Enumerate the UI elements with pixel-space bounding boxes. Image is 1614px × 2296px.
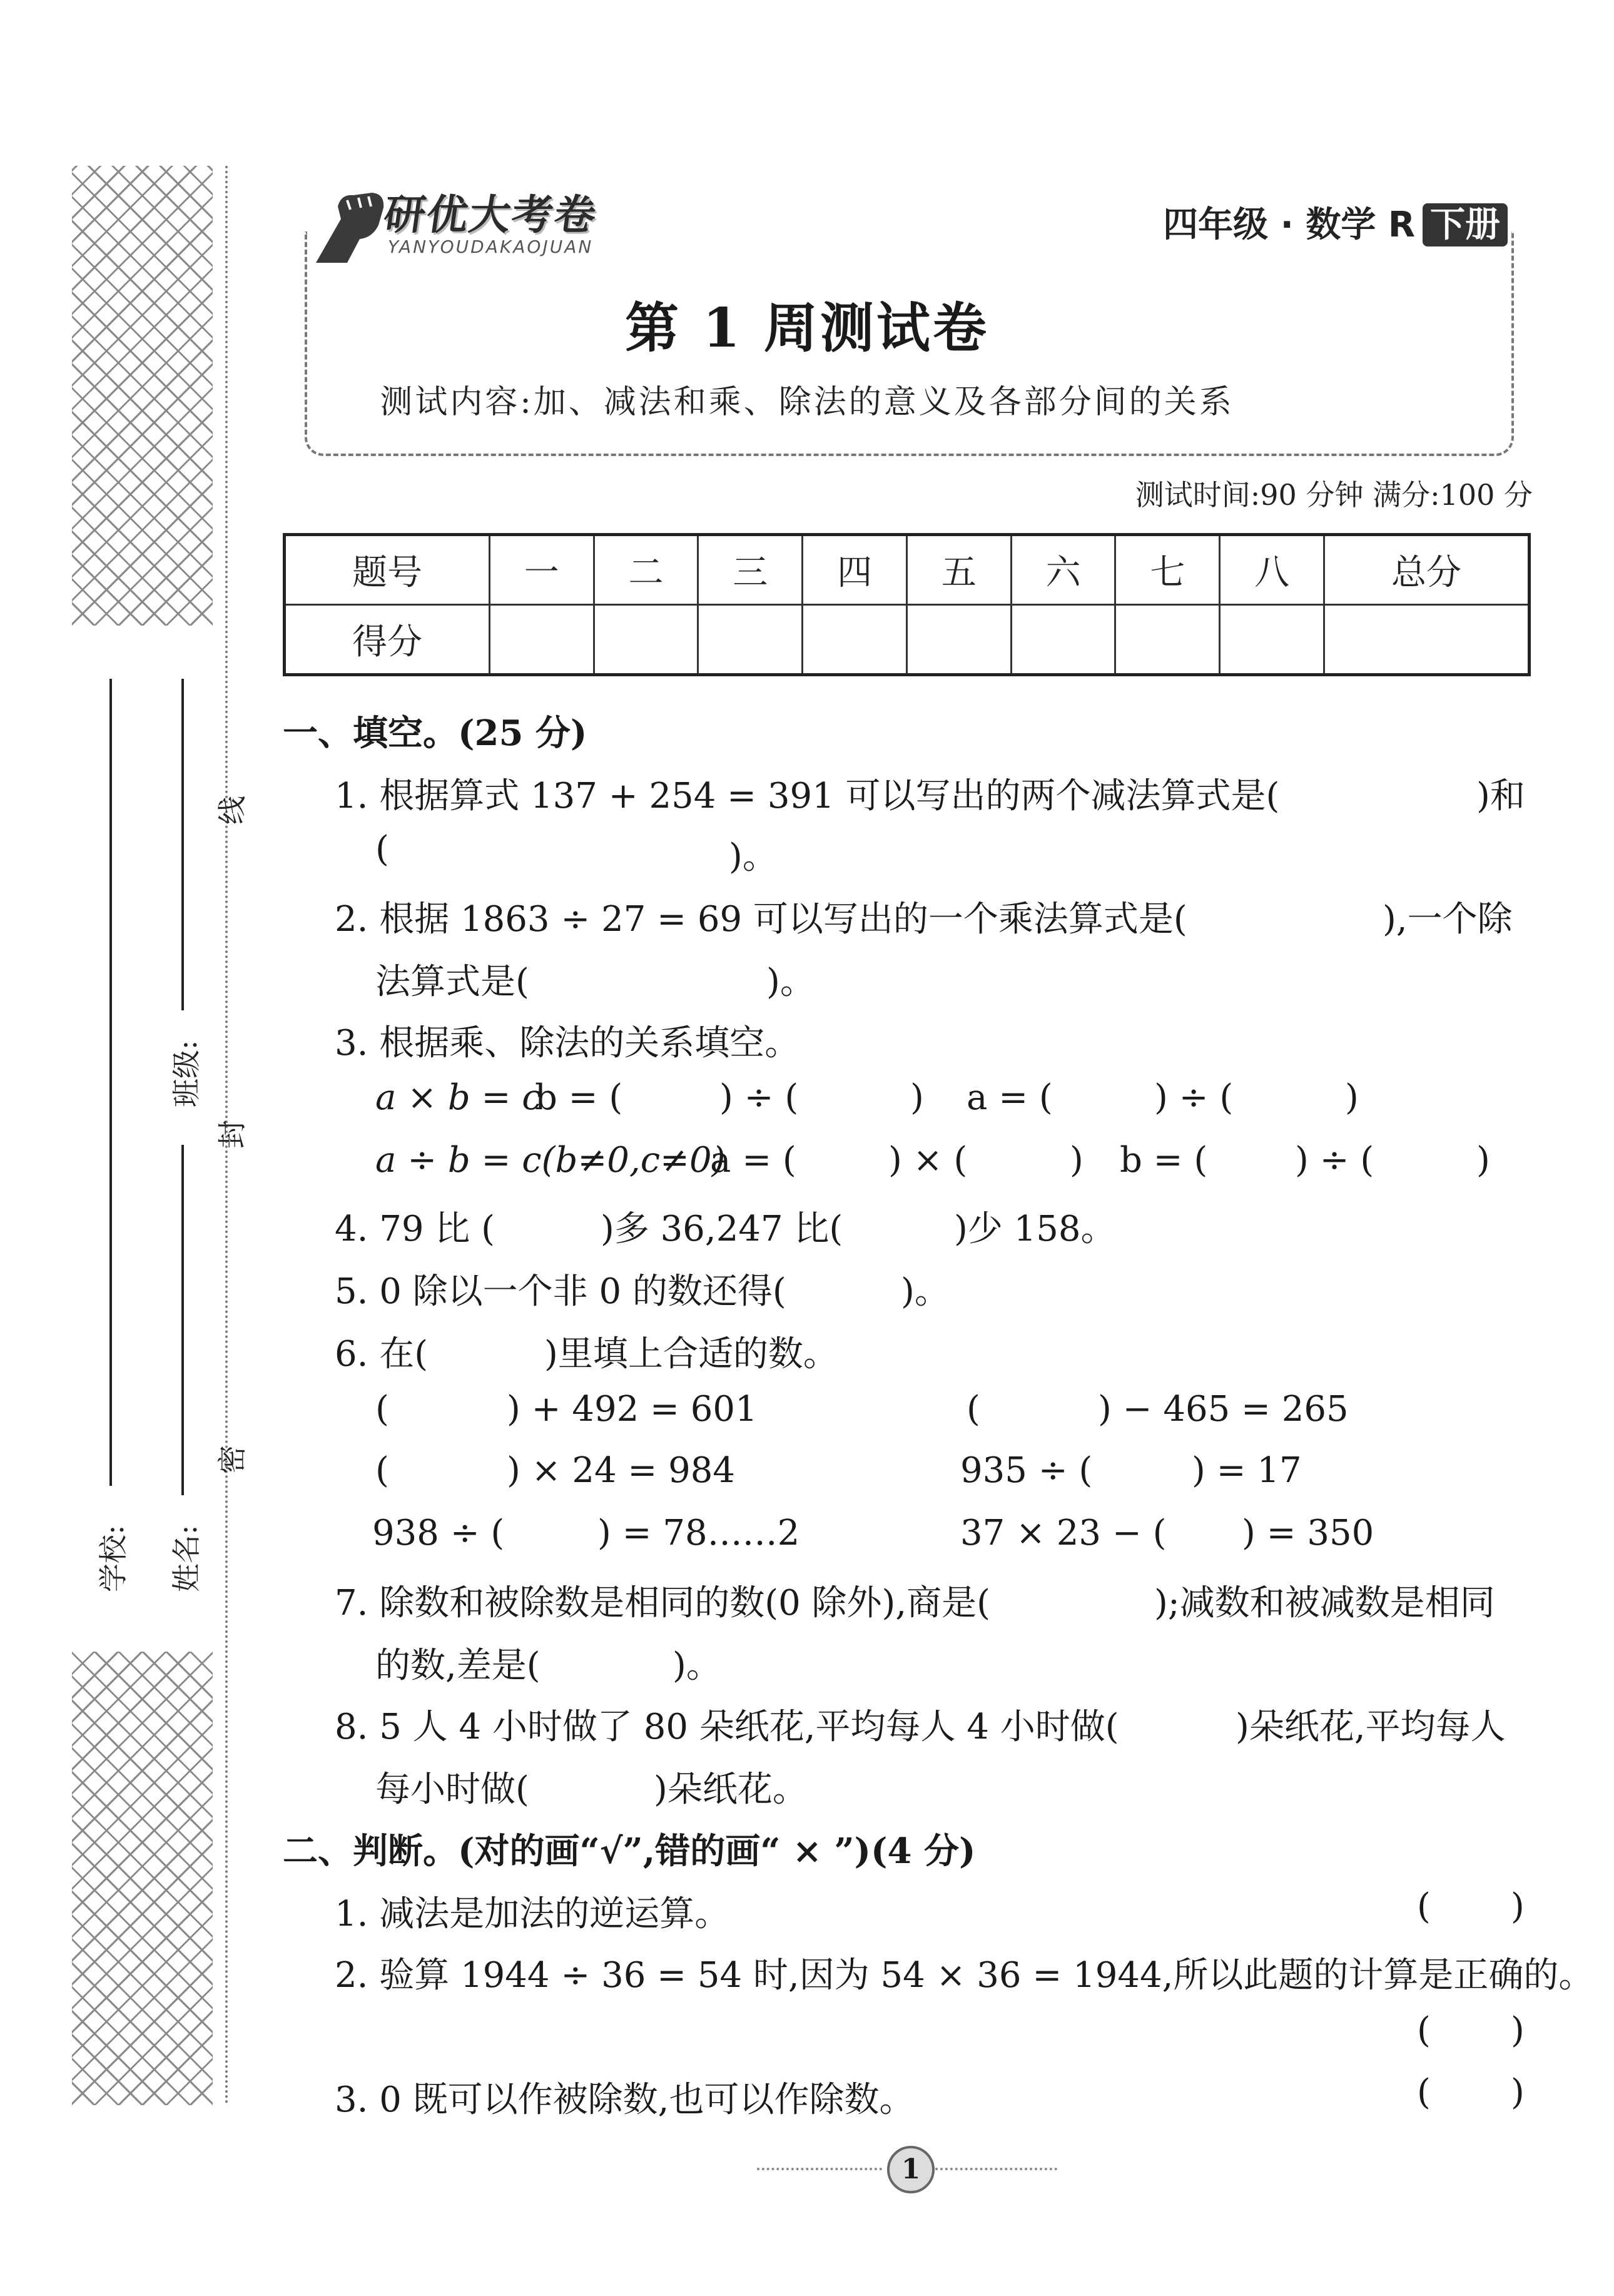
q6-r2-right: ) = 17 [1192, 1450, 1302, 1491]
judge-q1: 1. 减法是加法的逆运算。 [335, 1894, 730, 1934]
q3-l1-div: ) ÷ ( [719, 1077, 799, 1118]
logo-subtext: YANYOUDAKAOJUAN [388, 236, 594, 257]
q6-r3-open: 938 ÷ ( [372, 1513, 505, 1553]
test-meta: 测试时间:90 分钟 满分:100 分 [1135, 478, 1533, 512]
q3-l2-mul: ) × ( [888, 1140, 968, 1181]
score-row-label: 得分 [285, 605, 490, 675]
section2-heading: 二、判断。(对的画“√”,错的画“ × ”)(4 分) [283, 1831, 976, 1872]
q3-l1-div2: ) ÷ ( [1154, 1077, 1234, 1118]
judge-q1-open[interactable]: ( [1417, 1886, 1431, 1927]
q8-text: 8. 5 人 4 小时做了 80 朵纸花,平均每人 4 小时做( [335, 1707, 1119, 1747]
class-label: 班级: [170, 1040, 203, 1107]
judge-q2-open[interactable]: ( [1417, 2010, 1431, 2051]
name-label: 姓名: [170, 1525, 203, 1592]
q3-l2-a: a = ( [710, 1140, 796, 1181]
seal-char-seal: 封 [215, 1120, 249, 1149]
judge-q3: 3. 0 既可以作被除数,也可以作除数。 [335, 2080, 915, 2120]
q5-text: 5. 0 除以一个非 0 的数还得( [335, 1271, 786, 1312]
q6-text-end: )里填上合适的数。 [544, 1334, 838, 1374]
q4-end: )少 158。 [954, 1209, 1116, 1249]
score-cell[interactable] [803, 605, 907, 675]
q3-l2-div: ) ÷ ( [1295, 1140, 1374, 1181]
q6-r1-open2: ( [967, 1389, 980, 1430]
q5-end: )。 [901, 1271, 950, 1312]
score-header-cell: 一 [489, 535, 594, 605]
judge-q2-close[interactable]: ) [1511, 2010, 1525, 2051]
q4-text: 4. 79 比 ( [335, 1209, 495, 1249]
q2-blank-close: )。 [766, 962, 815, 1002]
score-header-cell: 七 [1115, 535, 1220, 605]
score-header-cell: 六 [1011, 535, 1115, 605]
q2-line2: 法算式是( [375, 962, 529, 1002]
binding-hatch-bottom [72, 1652, 213, 2105]
q8-text-end: )朵纸花,平均每人 [1236, 1707, 1506, 1747]
q3-l2-eq: a ÷ b = c(b≠0,c≠0) [375, 1140, 726, 1181]
q4-mid: )多 36,247 比( [601, 1209, 843, 1249]
q6-r3-left: ) = 78……2 [597, 1513, 800, 1553]
judge-q2: 2. 验算 1944 ÷ 36 = 54 时,因为 54 × 36 = 1944,所以此题的计算是正确的。 [335, 1955, 1594, 1996]
score-header-cell: 八 [1220, 535, 1324, 605]
score-value-row [285, 605, 1530, 675]
q7-text-end: );减数和被减数是相同 [1154, 1583, 1495, 1623]
school-underline [109, 679, 112, 1486]
seal-char-line: 线 [215, 796, 249, 825]
score-header-cell: 题号 [285, 535, 490, 605]
score-cell[interactable] [1011, 605, 1115, 675]
score-header-cell: 三 [698, 535, 803, 605]
score-cell[interactable] [1220, 605, 1324, 675]
q1-text-end: )和 [1476, 776, 1525, 816]
judge-q3-close[interactable]: ) [1511, 2072, 1525, 2113]
score-cell[interactable] [698, 605, 803, 675]
q3-l1-close2: ) [1345, 1077, 1359, 1118]
q1-text: 1. 根据算式 137 + 254 = 391 可以写出的两个减法算式是( [335, 776, 1280, 816]
score-cell[interactable] [489, 605, 594, 675]
q7-line2: 的数,差是( [375, 1645, 541, 1686]
q8-blank-close: )朵纸花。 [654, 1769, 808, 1810]
q7-text: 7. 除数和被除数是相同的数(0 除外),商是( [335, 1583, 991, 1623]
score-cell[interactable] [594, 605, 698, 675]
q6-r1-left: ) + 492 = 601 [507, 1389, 758, 1430]
score-header-cell: 二 [594, 535, 698, 605]
page-number: 1 [887, 2146, 935, 2193]
q8-line2: 每小时做( [375, 1769, 529, 1810]
score-table [283, 533, 1531, 676]
name-underline [181, 1145, 184, 1495]
q6-r1-right: ) − 465 = 265 [1098, 1389, 1349, 1430]
page-rule-right [935, 2168, 1057, 2170]
score-cell[interactable] [1324, 605, 1530, 675]
q6-text: 6. 在( [335, 1334, 429, 1374]
q6-r3-right: ) = 350 [1242, 1513, 1374, 1553]
logo-text: 研优大考卷 [380, 191, 601, 239]
score-header-row [285, 535, 1530, 605]
q3-text: 3. 根据乘、除法的关系填空。 [335, 1023, 800, 1064]
judge-q3-open[interactable]: ( [1417, 2072, 1431, 2113]
q3-l1-eq: a × b = c [375, 1077, 542, 1118]
score-cell[interactable] [1115, 605, 1220, 675]
page-rule-left [757, 2168, 882, 2170]
section1-heading: 一、填空。(25 分) [283, 713, 587, 754]
score-header-cell: 四 [803, 535, 907, 605]
q2-text-end: ),一个除 [1383, 899, 1513, 940]
q2-text: 2. 根据 1863 ÷ 27 = 69 可以写出的一个乘法算式是( [335, 899, 1187, 940]
q1-blank-open: ( [375, 829, 389, 870]
school-label: 学校: [96, 1525, 130, 1592]
score-cell[interactable] [906, 605, 1011, 675]
q7-blank-close: )。 [672, 1645, 721, 1686]
q1-blank-close: )。 [729, 836, 778, 877]
q6-r2-left: ) × 24 = 984 [507, 1450, 736, 1491]
q6-r3-open2: 37 × 23 − ( [960, 1513, 1167, 1553]
q3-l1-close: ) [910, 1077, 924, 1118]
q6-r1-open: ( [375, 1389, 389, 1430]
q3-l1-a: a = ( [967, 1077, 1053, 1118]
seal-char-secret: 密 [215, 1445, 249, 1474]
q3-l1-b: b = ( [535, 1077, 623, 1118]
judge-q1-close[interactable]: ) [1511, 1886, 1525, 1927]
grade-text: 四年级 · 数学 R [1163, 205, 1415, 245]
score-header-cell: 五 [906, 535, 1011, 605]
q6-r2-open2: 935 ÷ ( [960, 1450, 1093, 1491]
page-title: 第 1 周测试卷 [625, 297, 989, 360]
q3-l2-b: b = ( [1120, 1140, 1208, 1181]
q3-l2-close2: ) [1476, 1140, 1490, 1181]
q3-l2-close: ) [1070, 1140, 1084, 1181]
q6-r2-open: ( [375, 1450, 389, 1491]
test-content: 测试内容:加、减法和乘、除法的意义及各部分间的关系 [380, 384, 1234, 421]
volume-tag: 下册 [1423, 203, 1508, 246]
class-underline [181, 679, 184, 1010]
score-header-cell: 总分 [1324, 535, 1530, 605]
